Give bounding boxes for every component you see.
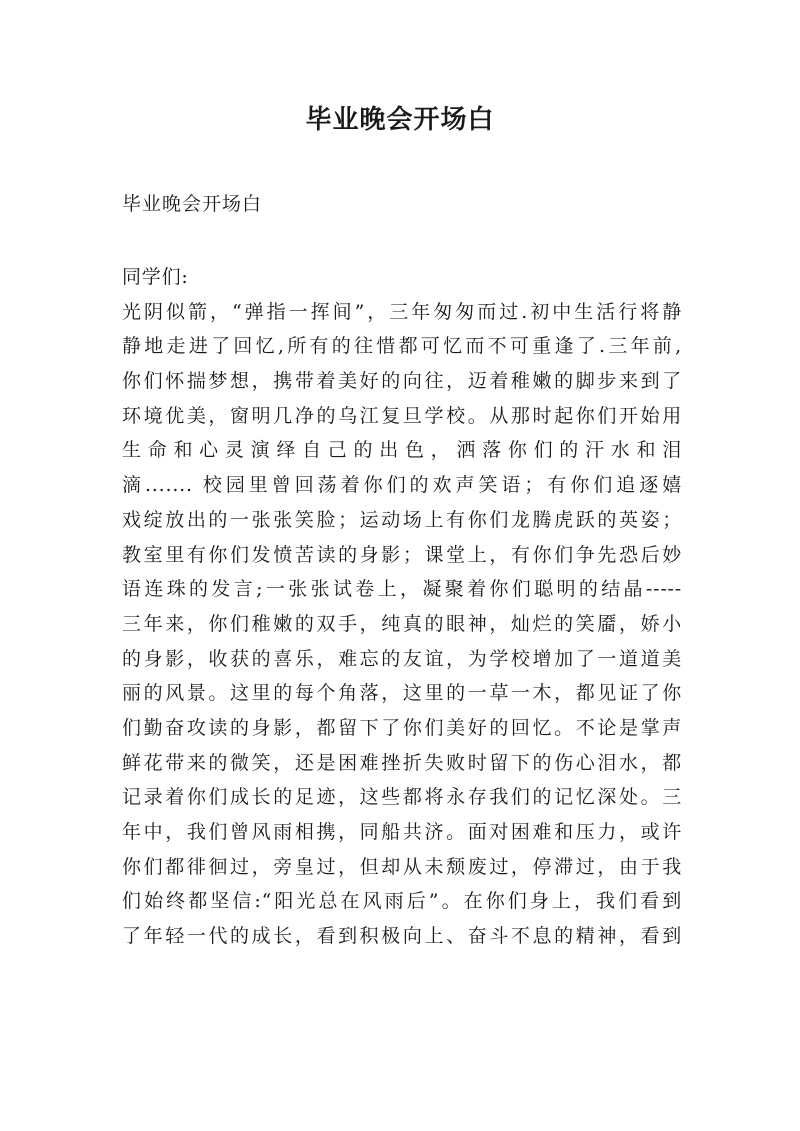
body-line: 生命和心灵演绎自己的出色，洒落你们的汗水和泪 xyxy=(122,439,682,462)
body-line: 你们都徘徊过，旁皇过，但却从未颓废过，停滞过，由于我 xyxy=(122,855,682,878)
document-subtitle: 毕业晚会开场白 xyxy=(122,193,263,215)
body-line: 教室里有你们发愤苦读的身影；课堂上，有你们争先恐后妙 xyxy=(122,543,682,566)
body-line: 静地走进了回忆,所有的往惜都可忆而不可重逢了.三年前, xyxy=(122,335,682,358)
document-title: 毕业晚会开场白 xyxy=(305,105,495,135)
body-line: 了年轻一代的成长，看到积极向上、奋斗不息的精神，看到 xyxy=(122,925,682,948)
body-line: 记录着你们成长的足迹，这些都将永存我们的记忆深处。三 xyxy=(122,786,682,809)
body-line: 光阴似箭，“弹指一挥间”，三年匆匆而过.初中生活行将静 xyxy=(122,300,682,323)
body-line: 丽的风景。这里的每个角落，这里的一草一木，都见证了你 xyxy=(122,682,682,705)
salutation-line: 同学们: xyxy=(122,266,189,288)
body-line: 鲜花带来的微笑，还是困难挫折失败时留下的伤心泪水，都 xyxy=(122,751,682,774)
body-line: 戏绽放出的一张张笑脸；运动场上有你们龙腾虎跃的英姿； xyxy=(122,508,682,531)
body-line: 们始终都坚信:“阳光总在风雨后”。在你们身上，我们看到 xyxy=(122,890,682,913)
body-line: 滴....... 校园里曾回荡着你们的欢声笑语；有你们追逐嬉 xyxy=(122,474,682,497)
document-body xyxy=(122,260,682,954)
body-line: 语连珠的发言;一张张试卷上，凝聚着你们聪明的结晶----- xyxy=(122,578,682,601)
body-line: 环境优美，窗明几净的乌江复旦学校。从那时起你们开始用 xyxy=(122,404,682,427)
body-line: 们勤奋攻读的身影，都留下了你们美好的回忆。不论是掌声 xyxy=(122,716,682,739)
body-line: 的身影，收获的喜乐，难忘的友谊，为学校增加了一道道美 xyxy=(122,647,682,670)
body-line: 三年来，你们稚嫩的双手，纯真的眼神，灿烂的笑靥，娇小 xyxy=(122,612,682,635)
body-line: 你们怀揣梦想，携带着美好的向往，迈着稚嫩的脚步来到了 xyxy=(122,370,682,393)
body-line: 年中，我们曾风雨相携，同船共济。面对困难和压力，或许 xyxy=(122,821,682,843)
